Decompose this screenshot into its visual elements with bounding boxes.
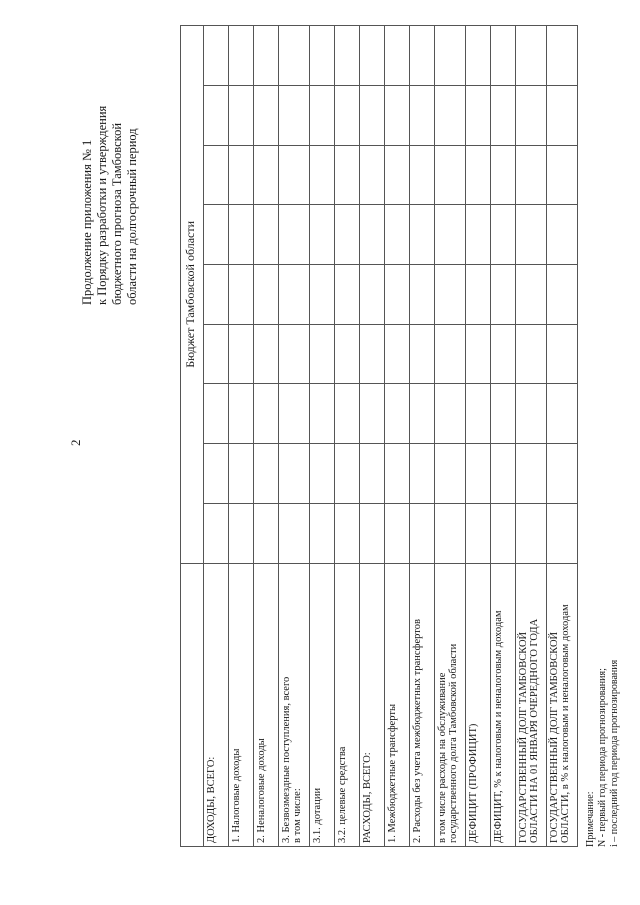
table-cell xyxy=(410,26,435,86)
table-cell xyxy=(466,324,491,384)
table-cell xyxy=(385,205,410,265)
table-cell xyxy=(310,85,335,145)
table-row xyxy=(254,26,279,847)
table-cell xyxy=(491,145,516,205)
table-row xyxy=(385,26,410,847)
table-cell xyxy=(516,205,547,265)
table-cell xyxy=(229,503,254,563)
table-cell xyxy=(466,145,491,205)
table-cell xyxy=(491,205,516,265)
table-cell xyxy=(360,324,385,384)
table-cell xyxy=(335,324,360,384)
table-cell xyxy=(466,503,491,563)
table-cell xyxy=(410,264,435,324)
table-cell xyxy=(254,384,279,444)
table-cell xyxy=(310,444,335,504)
table-cell xyxy=(547,384,578,444)
table-cell xyxy=(385,444,410,504)
row-label-main: 3. Безвозмездные поступления, всего xyxy=(281,676,292,843)
table-row xyxy=(435,26,466,847)
row-label: ДЕФИЦИТ (ПРОФИЦИТ) xyxy=(466,563,491,846)
table-cell xyxy=(516,264,547,324)
table-cell xyxy=(491,324,516,384)
table-cell xyxy=(410,384,435,444)
row-label-main: ГОСУДАРСТВЕННЫЙ ДОЛГ ТАМБОВСКОЙ xyxy=(549,631,560,843)
table-cell xyxy=(466,384,491,444)
table-cell xyxy=(279,26,310,86)
table-cell xyxy=(254,26,279,86)
table-cell xyxy=(410,444,435,504)
table-cell xyxy=(516,145,547,205)
table-cell xyxy=(310,264,335,324)
table-cell xyxy=(204,26,229,86)
table-cell xyxy=(435,384,466,444)
table-cell xyxy=(360,85,385,145)
row-label: 3.1. дотации xyxy=(310,563,335,846)
table-cell xyxy=(204,384,229,444)
row-label-main: в том числе расходы на обслуживание xyxy=(437,672,448,843)
header-corner-cell xyxy=(181,563,204,846)
row-label xyxy=(516,563,547,846)
table-cell xyxy=(466,444,491,504)
table-cell xyxy=(335,26,360,86)
row-label-sub: в том числе: xyxy=(292,788,303,843)
table-cell xyxy=(491,264,516,324)
row-label xyxy=(435,563,466,846)
table-cell xyxy=(435,85,466,145)
table-cell xyxy=(204,324,229,384)
row-label-sub: ОБЛАСТИ, в % к налоговым и неналоговым доходам xyxy=(560,604,571,843)
row-label-sub: государственного долга Тамбовской области xyxy=(448,643,459,843)
table-cell xyxy=(360,26,385,86)
table-cell xyxy=(229,205,254,265)
table-row xyxy=(335,26,360,847)
table-cell xyxy=(335,85,360,145)
table-cell xyxy=(547,324,578,384)
table-cell xyxy=(229,324,254,384)
table-cell xyxy=(516,26,547,86)
table-cell xyxy=(385,503,410,563)
table-cell xyxy=(547,503,578,563)
table-cell xyxy=(335,503,360,563)
row-label-main: ГОСУДАРСТВЕННЫЙ ДОЛГ ТАМБОВСКОЙ xyxy=(518,631,529,843)
table-cell xyxy=(310,503,335,563)
row-label: ДЕФИЦИТ, % к налоговым и неналоговым доходам xyxy=(491,563,516,846)
row-label xyxy=(279,563,310,846)
table-cell xyxy=(491,444,516,504)
row-label: 2. Расходы без учета межбюджетных трансфертов xyxy=(410,563,435,846)
table-cell xyxy=(279,384,310,444)
table-row xyxy=(466,26,491,847)
notes xyxy=(585,660,621,847)
page-number: 2 xyxy=(68,439,83,446)
budget-header: Бюджет Тамбовской области xyxy=(181,26,204,564)
appendix-header xyxy=(80,35,140,305)
table-cell xyxy=(547,26,578,86)
row-label: РАСХОДЫ, ВСЕГО: xyxy=(360,563,385,846)
table-cell xyxy=(310,324,335,384)
table-cell xyxy=(204,264,229,324)
table-cell xyxy=(279,205,310,265)
table-cell xyxy=(229,26,254,86)
table-cell xyxy=(335,444,360,504)
appendix-line: к Порядку разработки и утверждения xyxy=(95,105,109,305)
table-cell xyxy=(360,503,385,563)
table-header-row xyxy=(181,26,204,847)
row-label xyxy=(547,563,578,846)
table-cell xyxy=(204,503,229,563)
table-cell xyxy=(335,205,360,265)
document-sheet xyxy=(80,25,640,885)
table-cell xyxy=(360,444,385,504)
table-cell xyxy=(360,264,385,324)
table-cell xyxy=(279,145,310,205)
table-cell xyxy=(310,26,335,86)
table-cell xyxy=(279,264,310,324)
table-cell xyxy=(279,444,310,504)
table-cell xyxy=(310,384,335,444)
table-cell xyxy=(547,205,578,265)
table-cell xyxy=(385,145,410,205)
table-cell xyxy=(491,503,516,563)
table-cell xyxy=(410,205,435,265)
table-cell xyxy=(254,444,279,504)
table-cell xyxy=(516,503,547,563)
notes-title: Примечание: xyxy=(585,791,596,847)
table-cell xyxy=(466,205,491,265)
table-cell xyxy=(435,145,466,205)
table-cell xyxy=(410,85,435,145)
table-cell xyxy=(435,444,466,504)
table-cell xyxy=(410,324,435,384)
table-cell xyxy=(204,444,229,504)
table-cell xyxy=(335,145,360,205)
table-cell xyxy=(360,384,385,444)
table-cell xyxy=(547,264,578,324)
table-cell xyxy=(204,85,229,145)
table-cell xyxy=(410,145,435,205)
table-cell xyxy=(229,264,254,324)
table-cell xyxy=(279,503,310,563)
table-cell xyxy=(547,145,578,205)
table-cell xyxy=(385,85,410,145)
table-cell xyxy=(204,145,229,205)
table-cell xyxy=(254,324,279,384)
row-label: 3.2. целевые средства xyxy=(335,563,360,846)
table-cell xyxy=(435,324,466,384)
table-cell xyxy=(516,384,547,444)
row-label: 2. Неналоговые доходы xyxy=(254,563,279,846)
table-cell xyxy=(310,145,335,205)
table-cell xyxy=(335,384,360,444)
table-row xyxy=(360,26,385,847)
table-cell xyxy=(410,503,435,563)
table-cell xyxy=(229,384,254,444)
table-row xyxy=(229,26,254,847)
table-cell xyxy=(360,205,385,265)
table-cell xyxy=(279,324,310,384)
table-cell xyxy=(229,145,254,205)
table-row xyxy=(204,26,229,847)
table-row xyxy=(547,26,578,847)
table-cell xyxy=(516,444,547,504)
table-cell xyxy=(516,324,547,384)
table-row xyxy=(279,26,310,847)
table-cell xyxy=(229,444,254,504)
table-cell xyxy=(254,85,279,145)
notes-line: N - первый год периода прогнозирования; xyxy=(597,668,608,847)
appendix-line: области на долгосрочный период xyxy=(125,128,139,305)
table-cell xyxy=(491,26,516,86)
row-label: 1. Межбюджетные трансферты xyxy=(385,563,410,846)
table-cell xyxy=(254,205,279,265)
table-cell xyxy=(360,145,385,205)
table-row xyxy=(310,26,335,847)
table-cell xyxy=(254,264,279,324)
table-cell xyxy=(435,264,466,324)
budget-table xyxy=(180,25,578,847)
table-cell xyxy=(435,205,466,265)
table-cell xyxy=(516,85,547,145)
table-cell xyxy=(385,264,410,324)
table-cell xyxy=(254,503,279,563)
table-cell xyxy=(466,264,491,324)
table-cell xyxy=(547,444,578,504)
table-cell xyxy=(435,26,466,86)
table-cell xyxy=(385,384,410,444)
table-cell xyxy=(466,26,491,86)
table-cell xyxy=(229,85,254,145)
table-cell xyxy=(254,145,279,205)
table-row xyxy=(516,26,547,847)
table-cell xyxy=(385,26,410,86)
table-cell xyxy=(310,205,335,265)
table-cell xyxy=(204,205,229,265)
table-cell xyxy=(335,264,360,324)
table-cell xyxy=(466,85,491,145)
notes-line: i – последний год периода прогнозирования xyxy=(609,659,620,847)
table-cell xyxy=(547,85,578,145)
table-cell xyxy=(435,503,466,563)
table-row xyxy=(410,26,435,847)
table-cell xyxy=(385,324,410,384)
table-cell xyxy=(491,85,516,145)
row-label: 1. Налоговые доходы xyxy=(229,563,254,846)
appendix-line: Продолжение приложения № 1 xyxy=(80,139,94,305)
table-cell xyxy=(491,384,516,444)
row-label: ДОХОДЫ, ВСЕГО: xyxy=(204,563,229,846)
row-label-sub: ОБЛАСТИ НА 01 ЯНВАРЯ ОЧЕРЕДНОГО ГОДА xyxy=(529,618,540,843)
table-cell xyxy=(279,85,310,145)
appendix-line: бюджетного прогноза Тамбовской xyxy=(110,122,124,305)
table-row xyxy=(491,26,516,847)
